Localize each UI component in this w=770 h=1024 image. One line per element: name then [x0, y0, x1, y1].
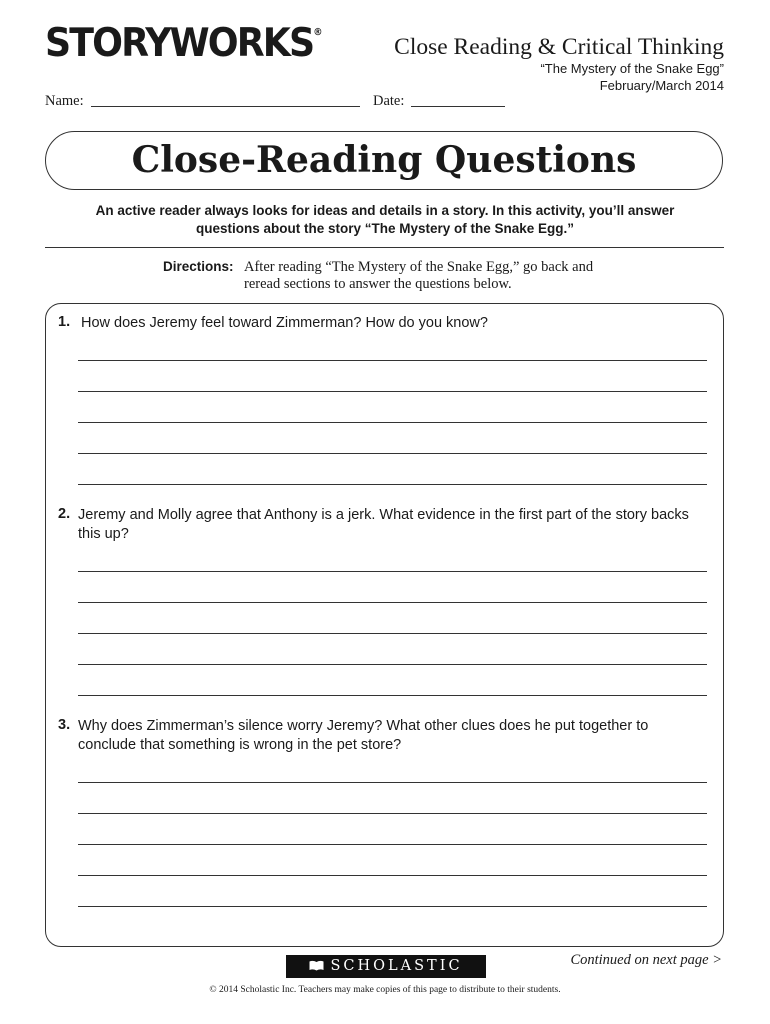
- divider: [45, 247, 724, 248]
- answer-line[interactable]: [78, 571, 707, 572]
- scholastic-logo: SCHOLASTIC: [286, 955, 486, 978]
- answer-line[interactable]: [78, 391, 707, 392]
- answer-line[interactable]: [78, 695, 707, 696]
- answer-line[interactable]: [78, 664, 707, 665]
- continued-next-page: Continued on next page >: [570, 952, 722, 968]
- answer-line[interactable]: [78, 844, 707, 845]
- answer-line[interactable]: [78, 813, 707, 814]
- answer-line[interactable]: [78, 875, 707, 876]
- storyworks-logo: STORYWORKS®: [45, 21, 323, 66]
- intro-text: An active reader always looks for ideas and details in a story. In this activity, you’ll answer questions about the story “The Mystery of the Snake Egg.”: [95, 203, 675, 236]
- question-number: 1.: [58, 314, 71, 330]
- copyright-notice: © 2014 Scholastic Inc. Teachers may make copies of this page to distribute to their students.: [209, 985, 561, 995]
- name-field[interactable]: [91, 106, 360, 107]
- date-label: Date:: [373, 93, 405, 109]
- open-book-icon: [309, 960, 324, 971]
- worksheet-series-title: Close Reading & Critical Thinking: [394, 34, 724, 60]
- answer-line[interactable]: [78, 453, 707, 454]
- answer-line[interactable]: [78, 782, 707, 783]
- directions-label: Directions:: [163, 259, 234, 274]
- directions-text-continued: reread sections to answer the questions below.: [244, 276, 512, 292]
- answer-line[interactable]: [78, 602, 707, 603]
- story-title: “The Mystery of the Snake Egg”: [540, 61, 724, 76]
- answer-line[interactable]: [78, 633, 707, 634]
- directions-text: After reading “The Mystery of the Snake Egg,” go back and: [244, 259, 594, 275]
- date-field[interactable]: [411, 106, 505, 107]
- answer-line[interactable]: [78, 484, 707, 485]
- answer-line[interactable]: [78, 422, 707, 423]
- questions-panel: [45, 303, 724, 947]
- issue-date: February/March 2014: [599, 78, 724, 93]
- question-number: 3.: [58, 717, 71, 733]
- question-text: How does Jeremy feel toward Zimmerman? How do you know?: [81, 315, 488, 331]
- name-label: Name:: [45, 93, 84, 109]
- answer-line[interactable]: [78, 906, 707, 907]
- question-text: Why does Zimmerman’s silence worry Jeremy? What other clues does he put together to conclude that something is wrong in the pet store?: [78, 718, 649, 753]
- answer-line[interactable]: [78, 360, 707, 361]
- question-number: 2.: [58, 506, 71, 522]
- question-text: Jeremy and Molly agree that Anthony is a jerk. What evidence in the first part of the story backs this up?: [78, 507, 689, 542]
- page-title: Close-Reading Questions: [131, 139, 637, 181]
